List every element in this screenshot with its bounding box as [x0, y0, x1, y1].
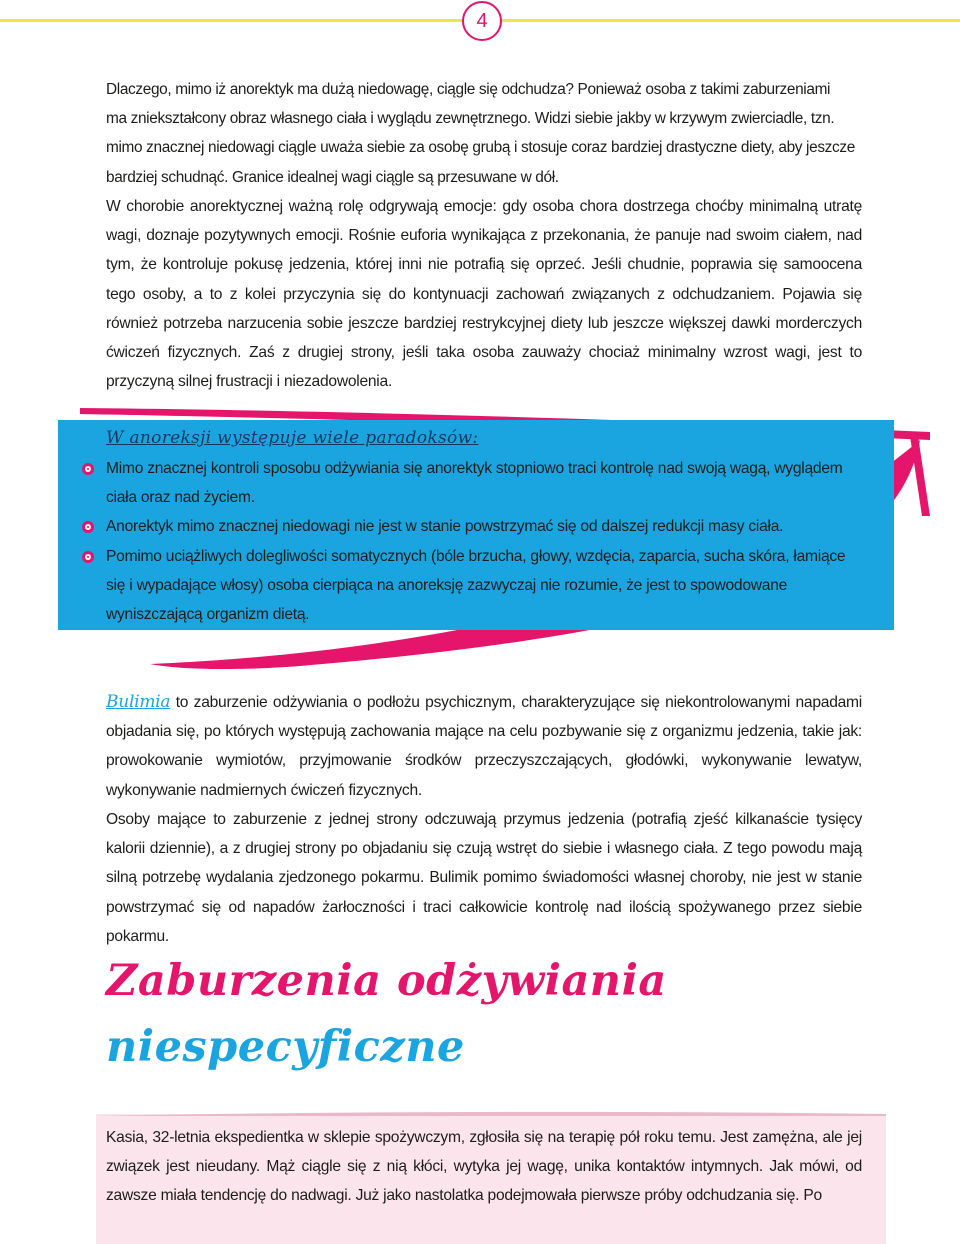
paradox-list [106, 454, 862, 629]
section-heading-line-2: niespecyficzne [106, 1022, 465, 1072]
intro-line: bardziej schudnąć. Granice idealnej wagi ciągle są przesuwane w dół. [106, 168, 559, 186]
bulimia-definition: to zaburzenie odżywiania o podłożu psychicznym, charakteryzujące się niekontrolowanymi napadami objadania się, po których występują zachowania mające na celu pozbywanie się z organizmu jedzenia, takie jak: prowokowanie wymiotów, przyjmowanie środków przeczyszczających, głodówki, wykonywanie lewatyw, wykonywanie nadmiernych ćwiczeń fizycznych. [106, 694, 862, 799]
page-number: 4 [462, 1, 502, 41]
list-item [106, 542, 862, 630]
intro-line: ma zniekształcony obraz własnego ciała i wyglądu zewnętrznego. Widzi siebie jakby w krzywym zwierciadle, tzn. [106, 110, 835, 128]
case-box-top-edge [96, 1110, 886, 1116]
list-item [106, 454, 862, 512]
bulimia-paragraph [106, 688, 862, 805]
intro-paragraph [106, 75, 862, 192]
list-item-text: Anorektyk mimo znacznej niedowagi nie jest w stanie powstrzymać się od dalszej redukcji masy ciała. [106, 518, 784, 536]
target-bullet-icon [82, 463, 94, 475]
bulimia-term: Bulimia [106, 692, 171, 712]
list-item-text: Pomimo uciążliwych dolegliwości somatycznych (bóle brzucha, głowy, wzdęcia, zaparcia, sucha skóra, łamiące się i wypadające włosy) osoba cierpiąca na anoreksję zazwyczaj nie rozumie, że jest to spowodowane wyniszczającą organizm dietą. [106, 547, 846, 624]
list-item-text: Mimo znacznej kontroli sposobu odżywiania się anorektyk stopniowo traci kontrolę nad swoją wagą, wyglądem ciała oraz nad życiem. [106, 460, 843, 507]
intro-line: mimo znacznej niedowagi ciągle uważa siebie za osobę grubą i stosuje coraz bardziej drastyczne diety, aby jeszcze [106, 139, 855, 157]
case-study-text: Kasia, 32-letnia ekspedientka w sklepie spożywczym, zgłosiła się na terapię pół roku temu. Jest zamężna, ale jej związek jest nieudany. Mąż ciągle się z nią kłóci, wytyka jej wagę, unika kontaktów intymnych. Jak mówi, od zawsze miała tendencję do nadwagi. Już jako nastolatka podejmowała pierwsze próby odchudzania się. Po [106, 1129, 862, 1205]
section-heading [106, 948, 667, 1080]
paradox-box-title: W anoreksji występuje wiele paradoksów: [106, 428, 479, 448]
bulimia-paragraph-2: Osoby mające to zaburzenie z jednej strony odczuwają przymus jedzenia (potrafią zjeść kilkanaście tysięcy kalorii dziennie), a z drugiej strony po objadaniu się czują wstręt do siebie i własnego ciała. Z tego powodu mają silną potrzebę wydalania zjedzonego pokarmu. Bulimik pomimo świadomości własnej choroby, nie jest w stanie powstrzymać się od napadów żarłoczności i traci całkowicie kontrolę nad ilością spożywanego przez siebie pokarmu. [106, 811, 862, 945]
intro-line: Dlaczego, mimo iż anorektyk ma dużą niedowagę, ciągle się odchudza? Ponieważ osoba z takimi zaburzeniami [106, 81, 831, 98]
list-item [106, 512, 862, 541]
emotions-paragraph: W chorobie anorektycznej ważną rolę odgrywają emocje: gdy osoba chora dostrzega choćby minimalną utratę wagi, doznaje pozytywnych emocji. Rośnie euforia wynikająca z przekonania, że panuje nad swoim ciałem, nad tym, że kontroluje pokusę jedzenia, której inni nie potrafią się oprzeć. Jeśli chudnie, poprawia się samoocena tego osoby, a to z kolei przyczynia się do kontynuacji zachowań związanych z odchudzaniem. Pojawia się również potrzeba narzucenia sobie jeszcze bardziej restrykcyjnej diety lub jeszcze większej dawki morderczych ćwiczeń fizycznych. Zaś z drugiej strony, jeśli taka osoba zauważy chociaż minimalny wzrost wagi, jest to przyczyną silnej frustracji i niezadowolenia. [106, 198, 862, 391]
section-heading-line-1: Zaburzenia odżywiania [106, 956, 667, 1006]
target-bullet-icon [82, 551, 94, 563]
